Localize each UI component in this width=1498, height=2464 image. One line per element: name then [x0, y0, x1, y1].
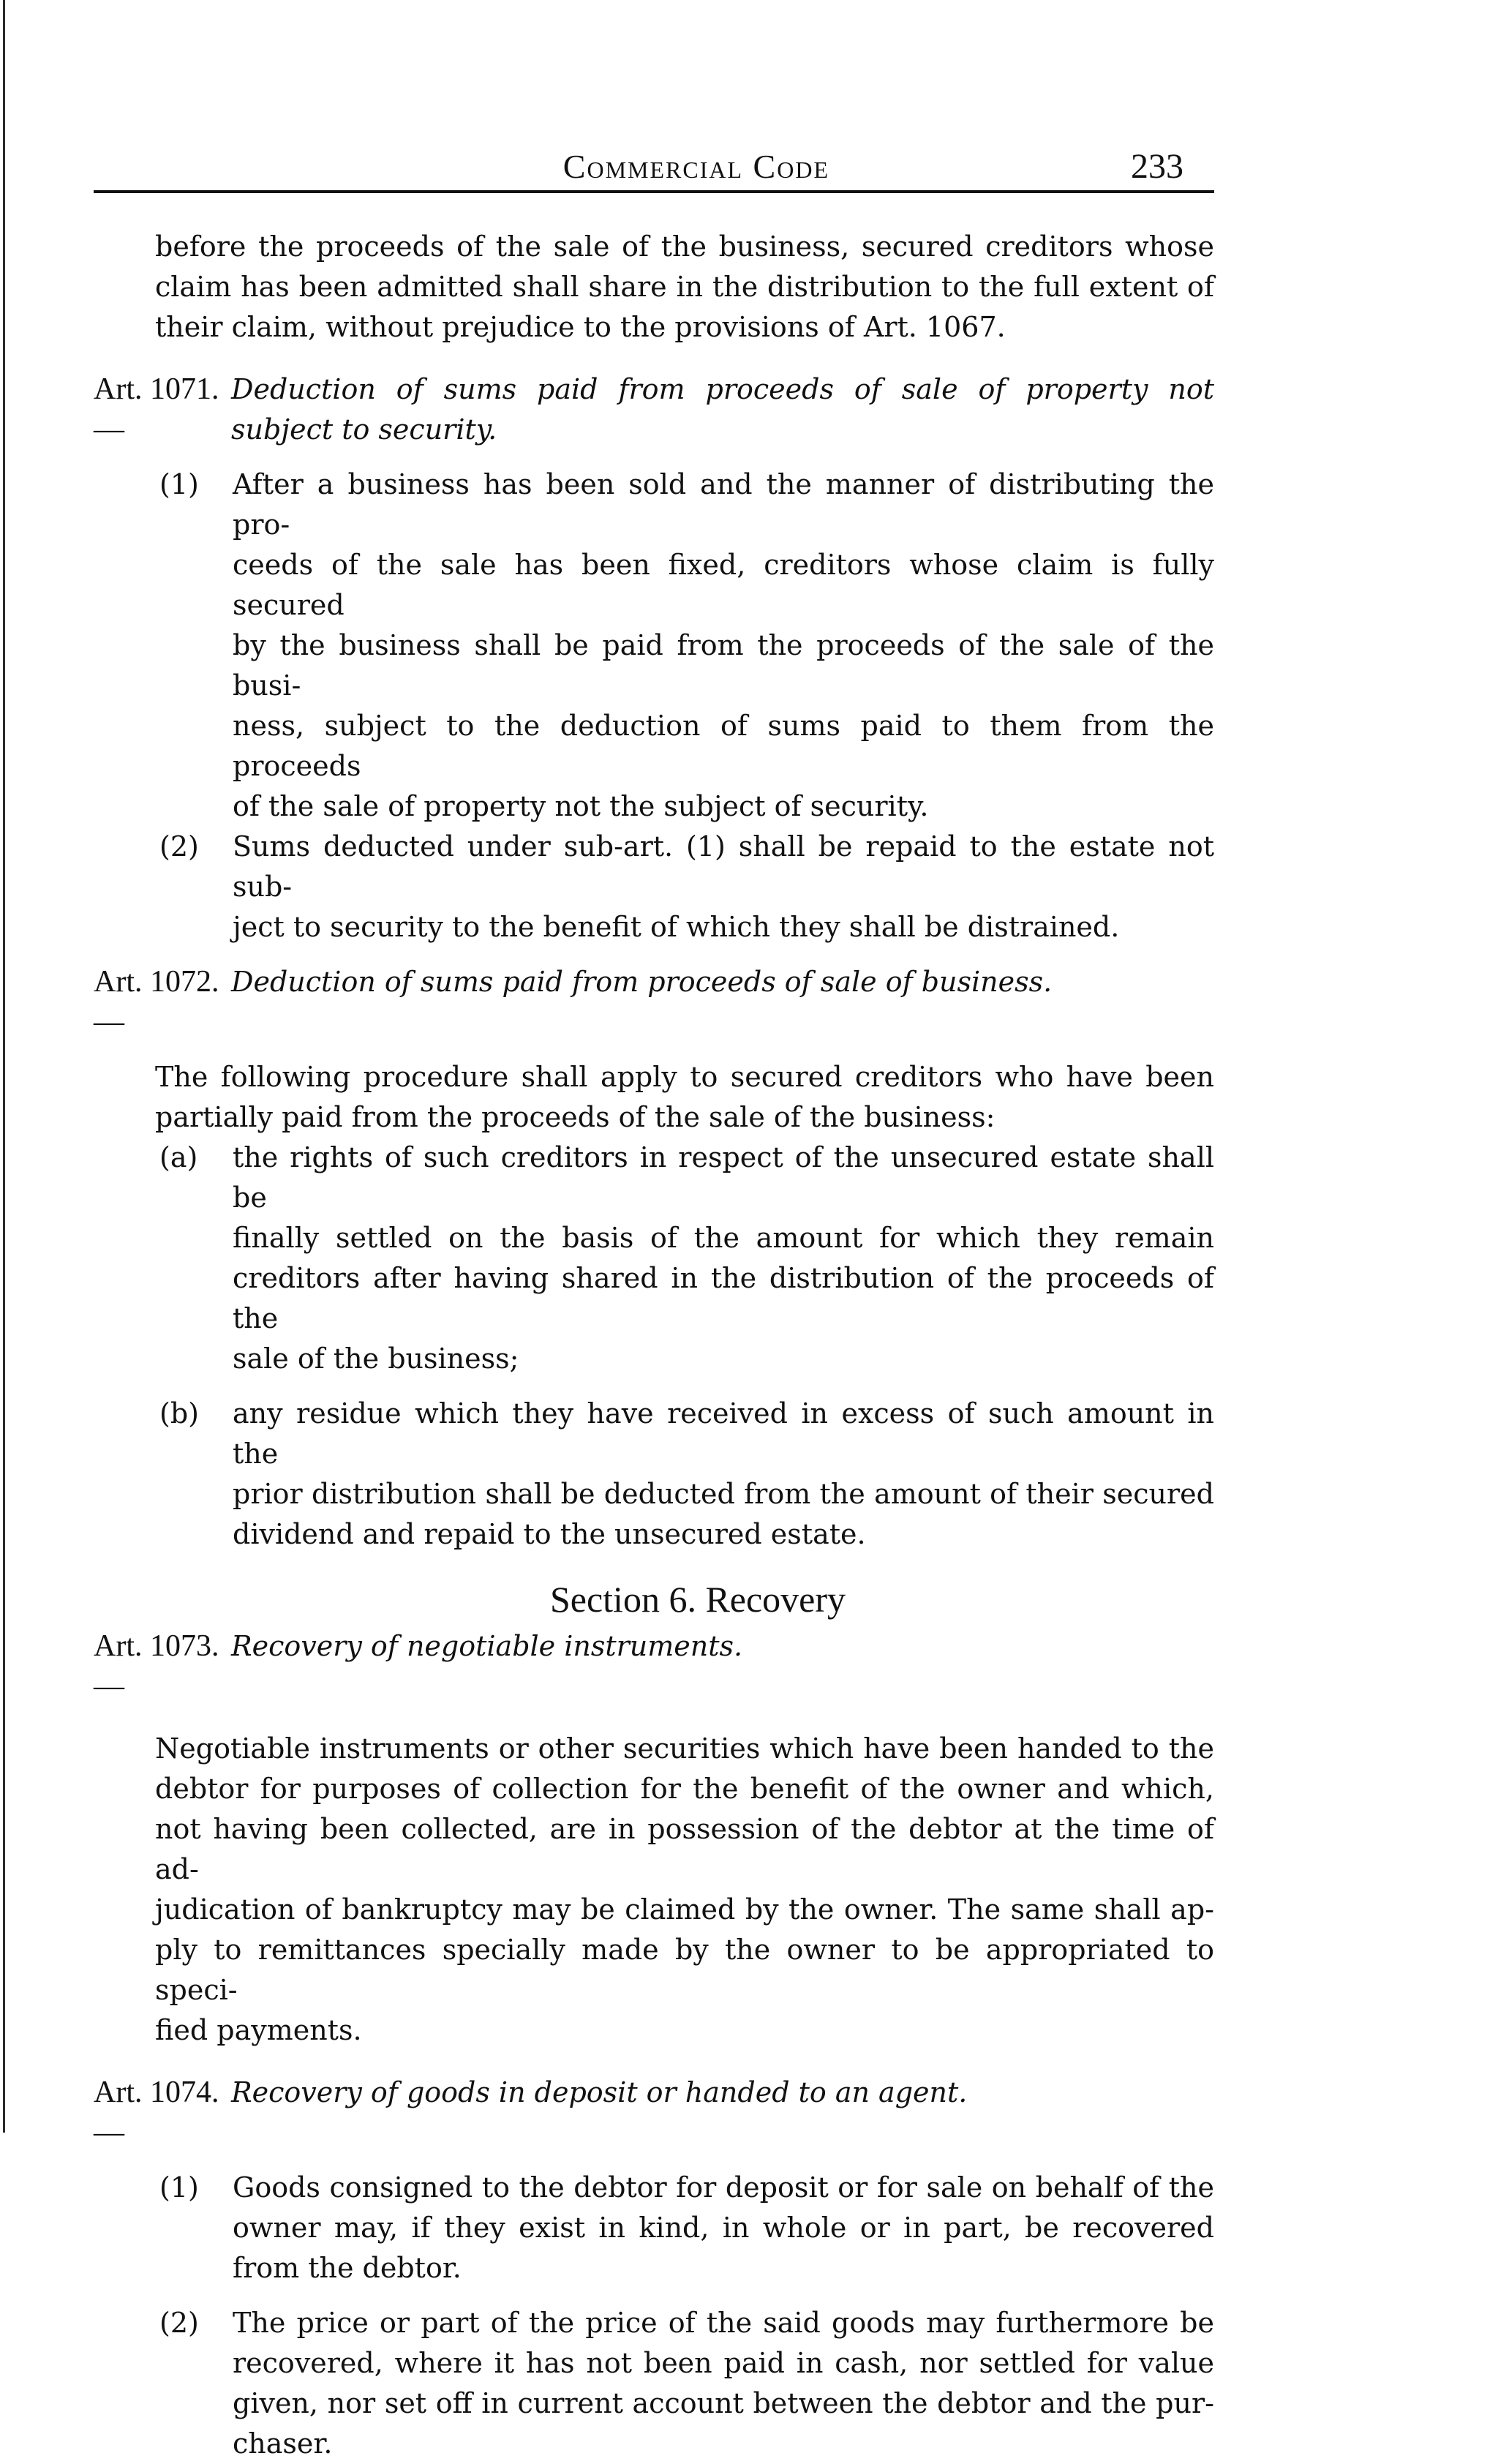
page-number: 233 [1131, 147, 1183, 186]
text-line: chaser. [233, 2427, 333, 2460]
text-line: not having been collected, are in possession of the debtor at the time of ad- [155, 1813, 1214, 1885]
article-heading [94, 962, 1214, 1043]
text-line: sale of the business; [233, 1342, 519, 1375]
article-title [231, 369, 1214, 450]
text-line: Goods consigned to the debtor for deposit or for sale on behalf of the [233, 2171, 1214, 2204]
text-line: Negotiable instruments or other securities which have been handed to the [155, 1732, 1214, 1765]
text-line: debtor for purposes of collection for the benefit of the owner and which, [155, 1773, 1214, 1805]
text-line: ply to remittances specially made by the owner to be appropriated to speci- [155, 1934, 1214, 2006]
article-1072 [94, 962, 1214, 1555]
article-intro [94, 1057, 1214, 1138]
text-line: ceeds of the sale has been fixed, creditors whose claim is fully secured [233, 549, 1214, 621]
article-heading [94, 369, 1214, 450]
article-number: Art. 1072. — [94, 965, 219, 1039]
text-line: given, nor set off in current account between the debtor and the pur- [233, 2387, 1214, 2419]
item-label: (1) [159, 468, 199, 500]
article-number: Art. 1071. — [94, 372, 219, 446]
text-line: ject to security to the benefit of which they shall be distrained. [233, 911, 1120, 943]
text-line: Sums deducted under sub-art. (1) shall be repaid to the estate not sub- [233, 830, 1214, 903]
header-title: Commercial Code [562, 148, 829, 185]
item-label: (a) [159, 1141, 198, 1173]
text-line: any residue which they have received in excess of such amount in the [233, 1397, 1214, 1470]
text-line: The price or part of the price of the said goods may furthermore be [233, 2307, 1214, 2339]
item-text [233, 1138, 1214, 1379]
text-line: The following procedure shall apply to secured creditors who have been [155, 1061, 1214, 1093]
article-1073 [94, 1626, 1214, 2051]
text-line: recovered, where it has not been paid in cash, nor settled for value [233, 2347, 1214, 2379]
item-label: (b) [159, 1397, 199, 1430]
item-text [233, 1394, 1214, 1555]
text-line: After a business has been sold and the manner of distributing the pro- [233, 468, 1214, 541]
item-text [233, 2303, 1214, 2464]
text-line: creditors after having shared in the distribution of the proceeds of the [233, 1262, 1214, 1334]
text-line: finally settled on the basis of the amount for which they remain [233, 1222, 1214, 1254]
article-number: Art. 1074. — [94, 2076, 219, 2149]
text-line: before the proceeds of the sale of the business, secured creditors whose [155, 230, 1214, 263]
list-item [94, 827, 1214, 947]
article-1074 [94, 2073, 1214, 2464]
text-line: from the debtor. [233, 2252, 462, 2284]
text-line: the rights of such creditors in respect of the unsecured estate shall be [233, 1141, 1214, 1214]
text-line: owner may, if they exist in kind, in whole or in part, be recovered [233, 2212, 1214, 2244]
text-line: of the sale of property not the subject of security. [233, 790, 929, 822]
text-line: partially paid from the proceeds of the sale of the business: [155, 1101, 995, 1133]
list-item [94, 1394, 1214, 1555]
article-1071 [94, 369, 1214, 947]
text-line: by the business shall be paid from the proceeds of the sale of the busi- [233, 629, 1214, 702]
item-text [233, 2168, 1214, 2288]
article-title-line: subject to security. [231, 413, 497, 446]
item-text [233, 465, 1214, 827]
item-text [233, 827, 1214, 947]
document-page [94, 146, 1214, 2464]
article-heading [94, 1626, 1214, 1707]
text-line: dividend and repaid to the unsecured estate. [233, 1518, 866, 1550]
page-edge-line [3, 0, 5, 2133]
item-label: (1) [159, 2171, 199, 2204]
text-line: their claim, without prejudice to the provisions of Art. 1067. [155, 311, 1006, 343]
article-title: Recovery of goods in deposit or handed to an agent. [231, 2076, 968, 2108]
text-line: prior distribution shall be deducted from the amount of their secured [233, 1478, 1214, 1510]
article-title: Recovery of negotiable instruments. [231, 1630, 743, 1662]
article-number: Art. 1073. — [94, 1629, 219, 1703]
article-title: Deduction of sums paid from proceeds of sale of business. [231, 966, 1053, 998]
text-line: ness, subject to the deduction of sums paid to them from the proceeds [233, 710, 1214, 782]
running-header [94, 146, 1214, 193]
text-line: claim has been admitted shall share in the distribution to the full extent of [155, 271, 1214, 303]
item-label: (2) [159, 830, 199, 863]
intro-paragraph [94, 227, 1214, 348]
article-heading [94, 2073, 1214, 2153]
list-item [94, 2168, 1214, 2288]
text-line: judication of bankruptcy may be claimed by the owner. The same shall ap- [155, 1893, 1214, 1926]
list-item [94, 465, 1214, 827]
article-title-line: Deduction of sums paid from proceeds of sale of property not [231, 373, 1214, 405]
list-item [94, 1138, 1214, 1379]
section-heading: Section 6. Recovery [549, 1579, 846, 1620]
list-item [94, 2303, 1214, 2464]
item-label: (2) [159, 2307, 199, 2339]
text-line: fied payments. [155, 2014, 362, 2046]
article-paragraph [94, 1729, 1214, 2051]
